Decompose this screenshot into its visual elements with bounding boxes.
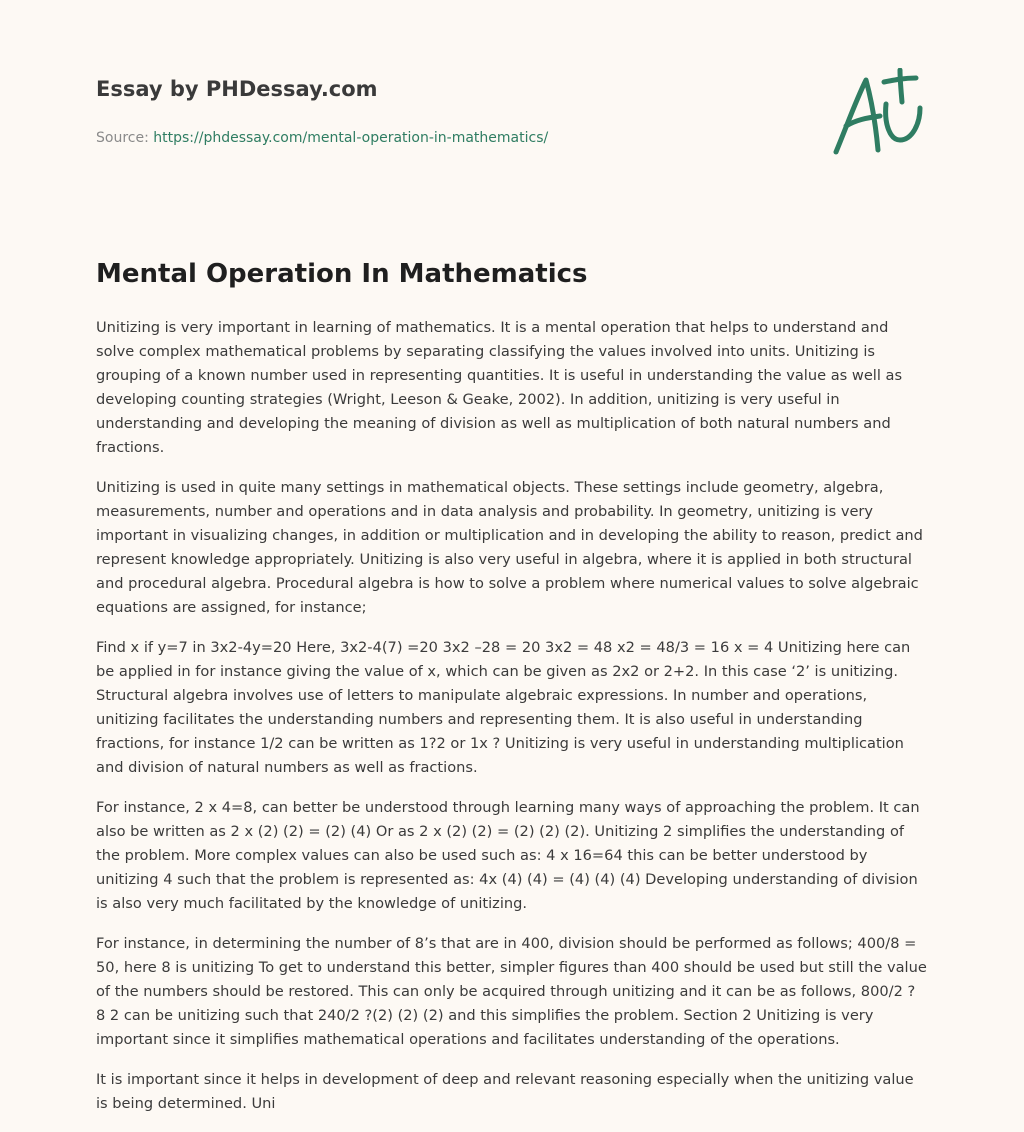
paragraph: For instance, 2 x 4=8, can better be understood through learning many ways of approaching the problem. It can also be written as 2 x (2) (2) = (2) (4) Or as 2 x (2) (2) = (2) (2) (2). Unitizing 2 simplifies the understanding of the problem. More complex values can also be used such as: 4 x 16=64 this can be better understood by unitizing 4 such that the problem is represented as: 4x (4) (4) = (4) (4) (4) Developing understanding of division is also very much facilitated by the knowledge of unitizing. (96, 799, 920, 912)
a-plus-logo-icon (828, 68, 928, 164)
paragraph: Unitizing is very important in learning of mathematics. It is a mental operation that helps to understand and solve complex mathematical problems by separating classifying the values involved into units. Unitizing is grouping of a known number used in representing quantities. It is useful in understanding the value as well as developing counting strategies (Wright, Leeson & Geake, 2002). In addition, unitizing is very useful in understanding and developing the meaning of division as well as multiplication of both natural numbers and fractions. (96, 319, 903, 456)
source-link[interactable]: https://phdessay.com/mental-operation-in-mathematics/ (153, 130, 549, 146)
essay-body (96, 316, 928, 1132)
source-label: Source: (96, 130, 154, 146)
source-line (96, 129, 928, 147)
brand-title: Essay by PHDessay.com (96, 77, 378, 101)
paragraph: Unitizing is used in quite many settings in mathematical objects. These settings include geometry, algebra, measurements, number and operations and in data analysis and probability. In geometry, unitizing is very important in visualizing changes, in addition or multiplication and in developing the ability to reason, predict and represent knowledge appropriately. Unitizing is also very useful in algebra, where it is applied in both structural and procedural algebra. Procedural algebra is how to solve a problem where numerical values to solve algebraic equations are assigned, for instance; (96, 479, 923, 616)
essay-header (96, 74, 928, 174)
paragraph: Find x if y=7 in 3x2-4y=20 Here, 3x2-4(7) =20 3x2 –28 = 20 3x2 = 48 x2 = 48/3 = 16 x = 4 Unitizing here can be applied in for instance giving the value of x, which can be given as 2x2 or 2+2. In this case ‘2’ is unitizing. Structural algebra involves use of letters to manipulate algebraic expressions. In number and operations, unitizing facilitates the understanding numbers and representing them. It is also useful in understanding fractions, for instance 1/2 can be written as 1?2 or 1x ? Unitizing is very useful in understanding multiplication and division of natural numbers as well as fractions. (96, 639, 911, 776)
paragraph: It is important since it helps in development of deep and relevant reasoning especially when the unitizing value is being determined. Uni (96, 1071, 914, 1112)
paragraph: For instance, in determining the number of 8’s that are in 400, division should be performed as follows; 400/8 = 50, here 8 is unitizing To get to understand this better, simpler figures than 400 should be used but still the value of the numbers should be restored. This can only be acquired through unitizing and it can be as follows, 800/2 ? 8 2 can be unitizing such that 240/2 ?(2) (2) (2) and this simplifies the problem. Section 2 Unitizing is very important since it simplifies mathematical operations and facilitates understanding of the operations. (96, 935, 927, 1048)
essay-title: Mental Operation In Mathematics (96, 259, 588, 289)
